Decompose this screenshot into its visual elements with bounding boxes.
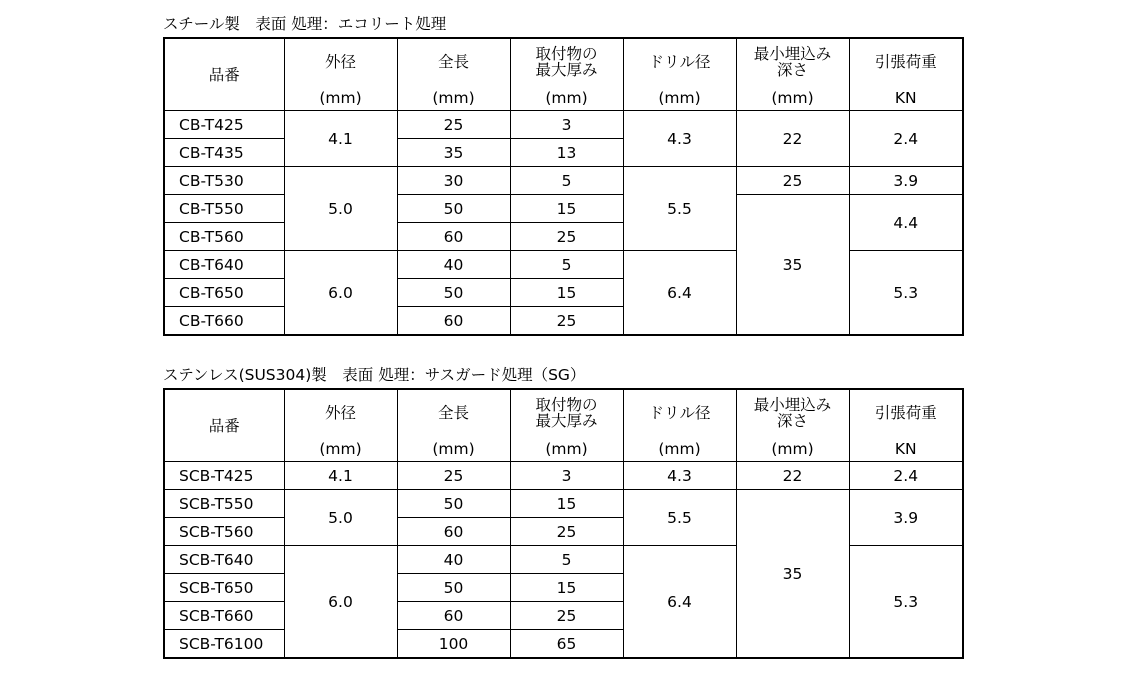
part-number-cell: CB-T660: [164, 307, 284, 336]
table-row: [164, 195, 963, 223]
drill-diameter-cell: 4.3: [623, 462, 736, 490]
part-number-cell: SCB-T6100: [164, 630, 284, 659]
tensile-load-cell: 3.9: [849, 490, 963, 546]
min-embed-depth-cell: 35: [736, 195, 849, 336]
part-number-cell: CB-T425: [164, 111, 284, 139]
table-row: [164, 490, 963, 518]
unit-max-thickness: (mm): [510, 436, 623, 462]
header-min-embed-line1: 最小埋込み: [753, 396, 832, 414]
unit-min-embed-depth: (mm): [736, 436, 849, 462]
total-length-cell: 50: [397, 574, 510, 602]
outer-diameter-cell: 6.0: [284, 251, 397, 336]
unit-outer-diameter: (mm): [284, 436, 397, 462]
max-thickness-cell: 25: [510, 307, 623, 336]
unit-total-length: (mm): [397, 85, 510, 111]
header-tensile-load: 引張荷重: [849, 389, 963, 436]
outer-diameter-cell: 4.1: [284, 462, 397, 490]
drill-diameter-cell: 5.5: [623, 167, 736, 251]
header-outer-diameter: 外径: [284, 38, 397, 85]
max-thickness-cell: 25: [510, 518, 623, 546]
header-max-thickness-line2: 最大厚み: [535, 61, 598, 79]
part-number-cell: SCB-T660: [164, 602, 284, 630]
outer-diameter-cell: 5.0: [284, 490, 397, 546]
total-length-cell: 60: [397, 518, 510, 546]
part-number-cell: CB-T530: [164, 167, 284, 195]
total-length-cell: 40: [397, 546, 510, 574]
unit-total-length: (mm): [397, 436, 510, 462]
header-part-number: 品番: [164, 389, 284, 462]
header-min-embed-depth: [736, 38, 849, 85]
header-min-embed-depth: [736, 389, 849, 436]
stainless-table-caption: ステンレス(SUS304)製 表面 処理：サスガード処理（SG）: [163, 366, 586, 384]
total-length-cell: 60: [397, 307, 510, 336]
header-total-length: 全長: [397, 38, 510, 85]
table-row: [164, 111, 963, 139]
stainless-spec-table: [163, 388, 964, 659]
table-row: [164, 167, 963, 195]
unit-max-thickness: (mm): [510, 85, 623, 111]
tensile-load-cell: 3.9: [849, 167, 963, 195]
total-length-cell: 60: [397, 223, 510, 251]
min-embed-depth-cell: 25: [736, 167, 849, 195]
tensile-load-cell: 5.3: [849, 251, 963, 336]
max-thickness-cell: 3: [510, 462, 623, 490]
total-length-cell: 50: [397, 195, 510, 223]
total-length-cell: 50: [397, 279, 510, 307]
unit-min-embed-depth: (mm): [736, 85, 849, 111]
max-thickness-cell: 13: [510, 139, 623, 167]
header-max-thickness-line1: 取付物の: [535, 45, 598, 63]
tensile-load-cell: 4.4: [849, 195, 963, 251]
total-length-cell: 35: [397, 139, 510, 167]
steel-table-caption: スチール製 表面 処理：エコリート処理: [163, 15, 447, 33]
part-number-cell: CB-T560: [164, 223, 284, 251]
drill-diameter-cell: 5.5: [623, 490, 736, 546]
total-length-cell: 25: [397, 111, 510, 139]
header-max-thickness: [510, 389, 623, 436]
table-row: [164, 462, 963, 490]
total-length-cell: 25: [397, 462, 510, 490]
tensile-load-cell: 2.4: [849, 111, 963, 167]
outer-diameter-cell: 6.0: [284, 546, 397, 659]
header-total-length: 全長: [397, 389, 510, 436]
part-number-cell: SCB-T550: [164, 490, 284, 518]
min-embed-depth-cell: 35: [736, 490, 849, 659]
min-embed-depth-cell: 22: [736, 462, 849, 490]
drill-diameter-cell: 6.4: [623, 546, 736, 659]
drill-diameter-cell: 4.3: [623, 111, 736, 167]
header-tensile-load: 引張荷重: [849, 38, 963, 85]
unit-drill-diameter: (mm): [623, 436, 736, 462]
header-min-embed-line1: 最小埋込み: [753, 45, 832, 63]
max-thickness-cell: 25: [510, 223, 623, 251]
steel-spec-table: [163, 37, 964, 336]
total-length-cell: 50: [397, 490, 510, 518]
part-number-cell: SCB-T650: [164, 574, 284, 602]
header-max-thickness: [510, 38, 623, 85]
max-thickness-cell: 5: [510, 546, 623, 574]
part-number-cell: SCB-T560: [164, 518, 284, 546]
max-thickness-cell: 65: [510, 630, 623, 659]
min-embed-depth-cell: 22: [736, 111, 849, 167]
total-length-cell: 60: [397, 602, 510, 630]
max-thickness-cell: 5: [510, 251, 623, 279]
unit-drill-diameter: (mm): [623, 85, 736, 111]
header-min-embed-line2: 深さ: [776, 61, 808, 79]
header-drill-diameter: ドリル径: [623, 389, 736, 436]
tensile-load-cell: 2.4: [849, 462, 963, 490]
part-number-cell: SCB-T425: [164, 462, 284, 490]
max-thickness-cell: 15: [510, 574, 623, 602]
header-drill-diameter: ドリル径: [623, 38, 736, 85]
outer-diameter-cell: 4.1: [284, 111, 397, 167]
header-outer-diameter: 外径: [284, 389, 397, 436]
header-part-number: 品番: [164, 38, 284, 111]
unit-tensile-load: KN: [849, 85, 963, 111]
part-number-cell: CB-T550: [164, 195, 284, 223]
max-thickness-cell: 15: [510, 195, 623, 223]
header-min-embed-line2: 深さ: [776, 412, 808, 430]
part-number-cell: SCB-T640: [164, 546, 284, 574]
part-number-cell: CB-T650: [164, 279, 284, 307]
max-thickness-cell: 15: [510, 279, 623, 307]
part-number-cell: CB-T435: [164, 139, 284, 167]
tensile-load-cell: 5.3: [849, 546, 963, 659]
header-max-thickness-line2: 最大厚み: [535, 412, 598, 430]
max-thickness-cell: 25: [510, 602, 623, 630]
total-length-cell: 100: [397, 630, 510, 659]
total-length-cell: 40: [397, 251, 510, 279]
outer-diameter-cell: 5.0: [284, 167, 397, 251]
drill-diameter-cell: 6.4: [623, 251, 736, 336]
max-thickness-cell: 15: [510, 490, 623, 518]
header-max-thickness-line1: 取付物の: [535, 396, 598, 414]
max-thickness-cell: 5: [510, 167, 623, 195]
max-thickness-cell: 3: [510, 111, 623, 139]
unit-tensile-load: KN: [849, 436, 963, 462]
unit-outer-diameter: (mm): [284, 85, 397, 111]
part-number-cell: CB-T640: [164, 251, 284, 279]
total-length-cell: 30: [397, 167, 510, 195]
